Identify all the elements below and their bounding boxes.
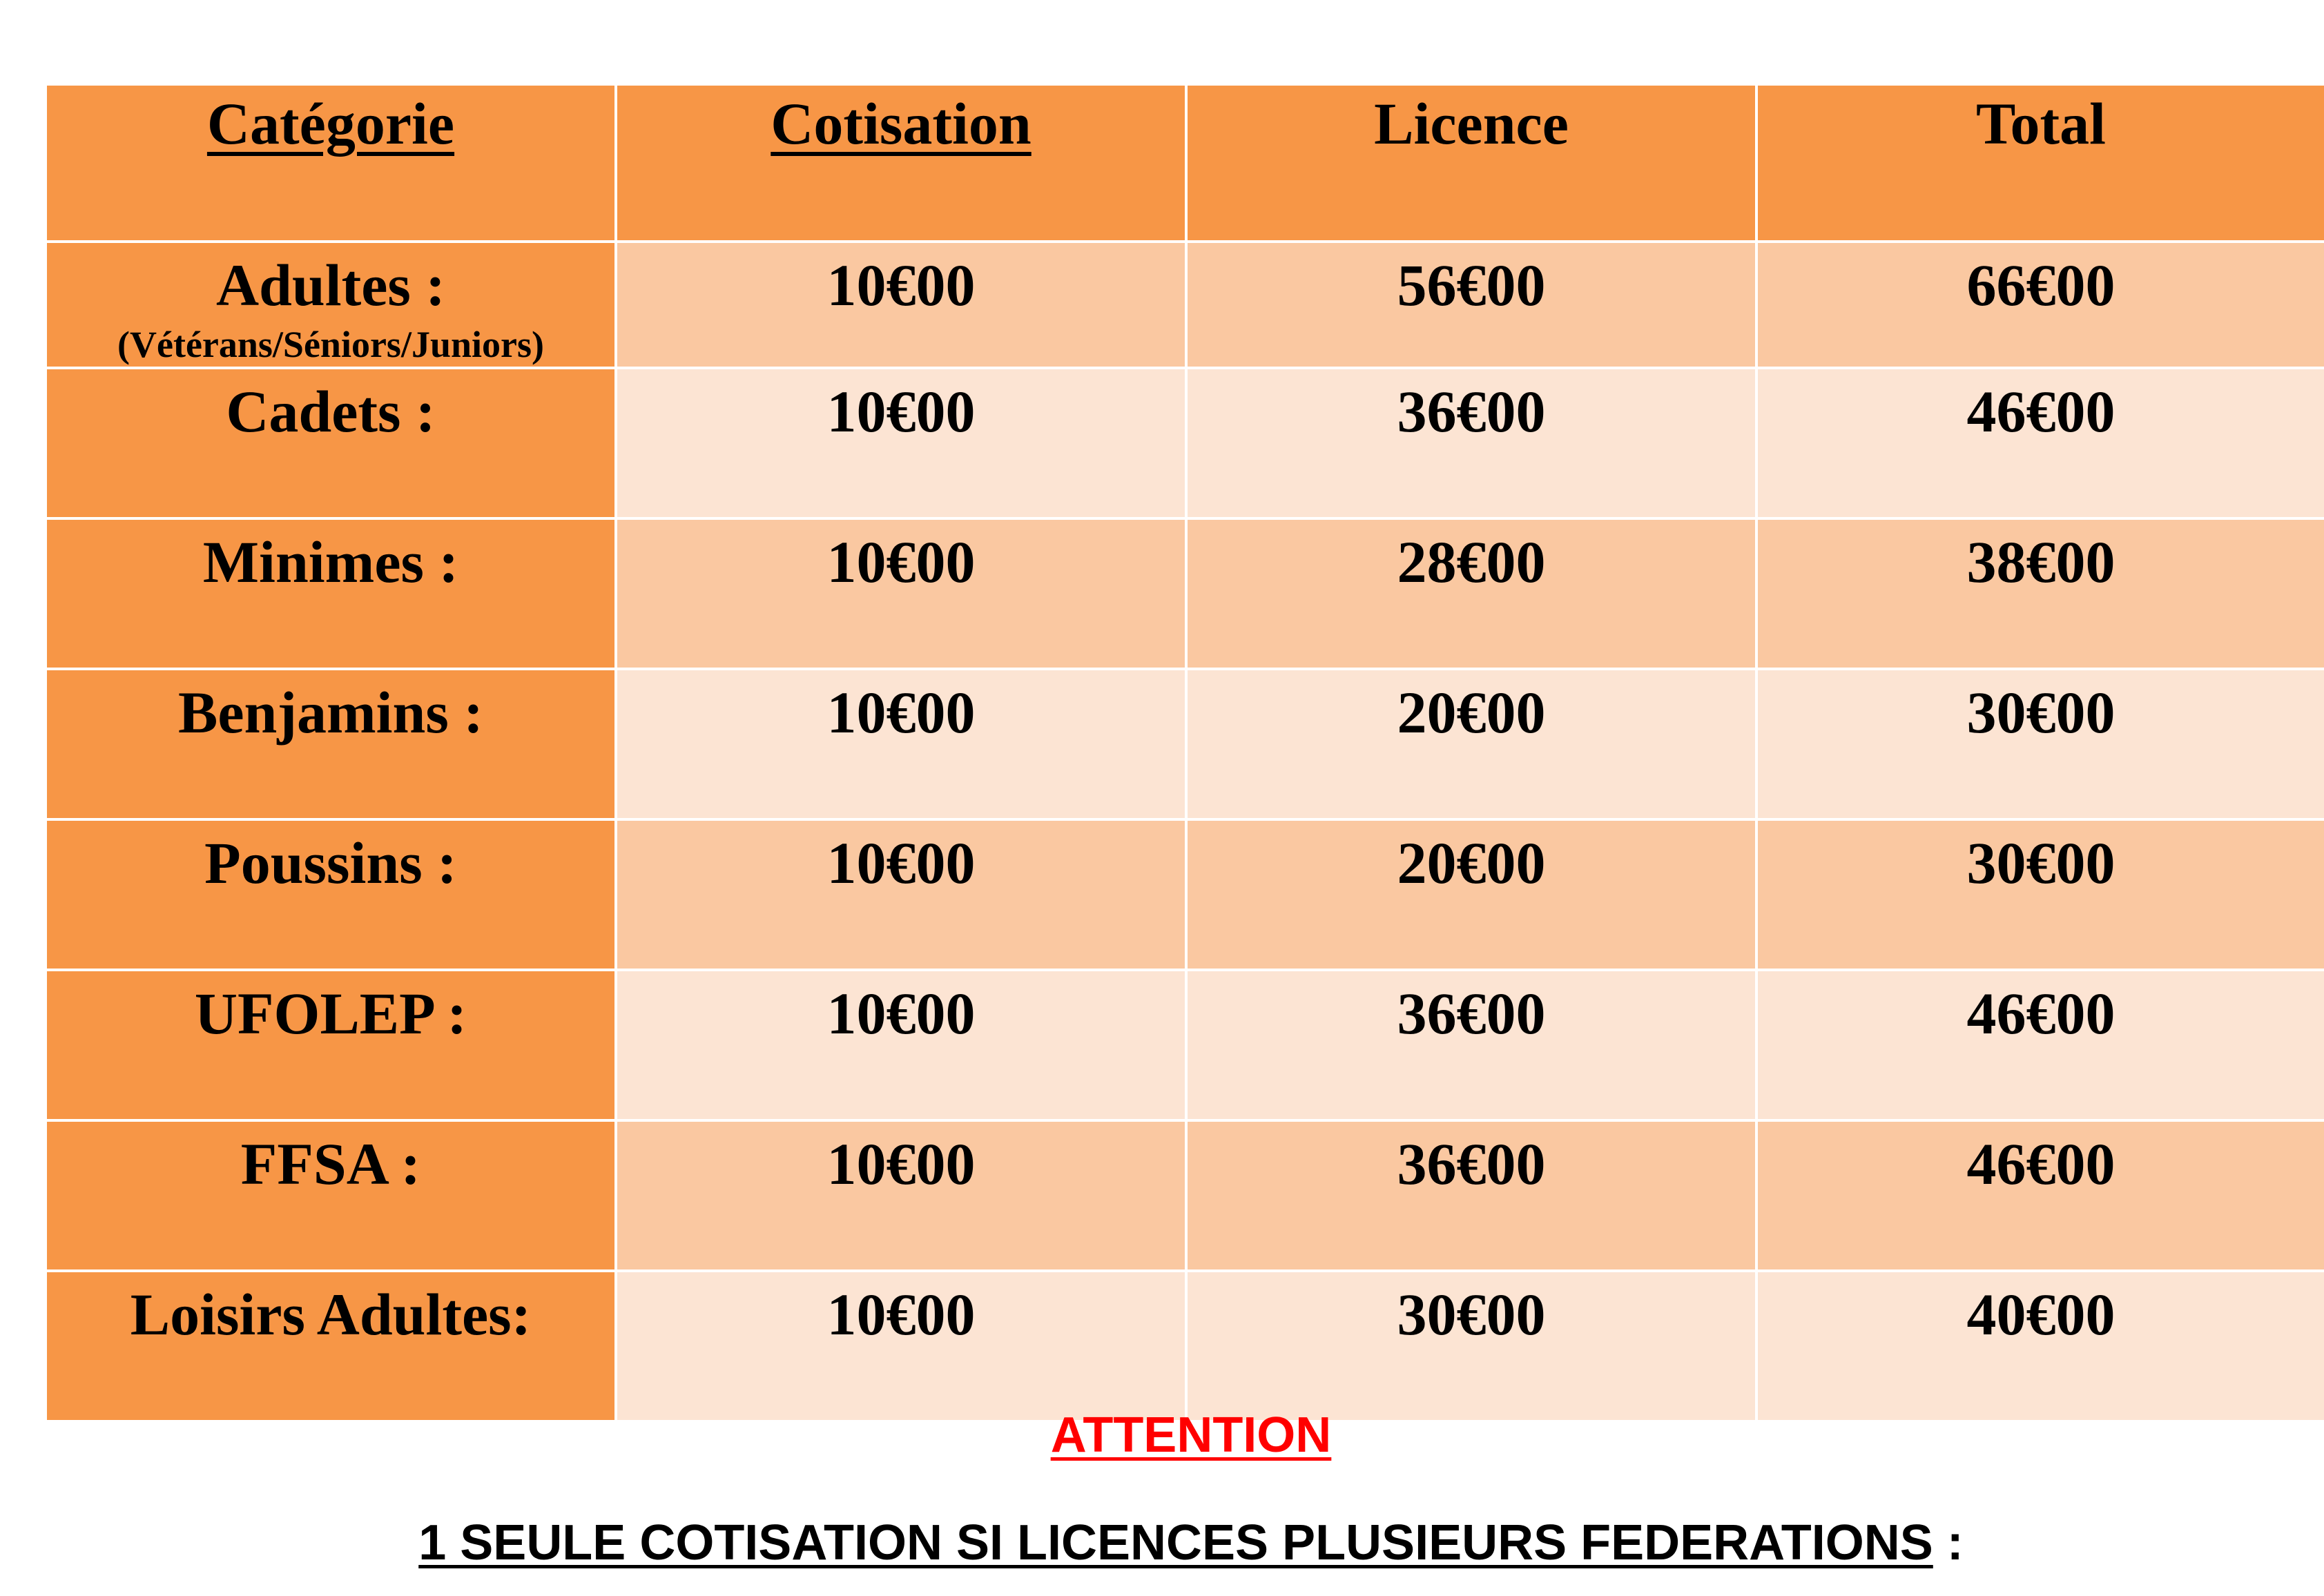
row-cotisation: 10€00: [616, 368, 1186, 518]
header-categorie: Catégorie: [46, 84, 616, 242]
row-cotisation: 10€00: [616, 518, 1186, 669]
row-licence: 36€00: [1186, 1120, 1756, 1271]
row-cotisation: 10€00: [616, 1271, 1186, 1421]
row-licence: 30€00: [1186, 1271, 1756, 1421]
row-categorie: Minimes :: [46, 518, 616, 669]
header-row: [46, 84, 2324, 242]
row-categorie: Poussins :: [46, 819, 616, 970]
note-main: 1 SEULE COTISATION SI LICENCES PLUSIEURS FEDERATIONS: [418, 1515, 1933, 1570]
header-total: Total: [1756, 84, 2324, 242]
row-licence: 36€00: [1186, 368, 1756, 518]
row-categorie: Cadets :: [46, 368, 616, 518]
table-row: [46, 368, 2324, 518]
row-total: 30€00: [1756, 669, 2324, 819]
attention-heading: ATTENTION: [1050, 1408, 1332, 1463]
row-categorie: Benjamins :: [46, 669, 616, 819]
tarif-table: [44, 83, 2324, 1423]
row-licence: 56€00: [1186, 242, 1756, 368]
row-cotisation: 10€00: [616, 1120, 1186, 1271]
row-licence: 20€00: [1186, 819, 1756, 970]
row-total: 46€00: [1756, 1120, 2324, 1271]
row-categorie: FFSA :: [46, 1120, 616, 1271]
note-suffix: :: [1933, 1515, 1964, 1570]
table-row: [46, 1120, 2324, 1271]
row-categorie: Loisirs Adultes:: [46, 1271, 616, 1421]
table-row: [46, 1271, 2324, 1421]
row-total: 40€00: [1756, 1271, 2324, 1421]
note-text: [0, 1515, 2324, 1571]
table-row: [46, 518, 2324, 669]
row-categorie: UFOLEP :: [46, 970, 616, 1120]
row-categorie-sub: (Vétérans/Séniors/Juniors): [117, 323, 544, 365]
row-total: 66€00: [1756, 242, 2324, 368]
row-cotisation: 10€00: [616, 669, 1186, 819]
header-licence: Licence: [1186, 84, 1756, 242]
row-cotisation: 10€00: [616, 819, 1186, 970]
row-total: 46€00: [1756, 970, 2324, 1120]
header-cotisation: Cotisation: [616, 84, 1186, 242]
row-categorie: Adultes : (Vétérans/Séniors/Juniors): [46, 242, 616, 368]
row-licence: 36€00: [1186, 970, 1756, 1120]
row-total: 38€00: [1756, 518, 2324, 669]
row-cotisation: 10€00: [616, 970, 1186, 1120]
row-licence: 28€00: [1186, 518, 1756, 669]
table-row: [46, 669, 2324, 819]
row-licence: 20€00: [1186, 669, 1756, 819]
table-row: [46, 242, 2324, 368]
row-cotisation: 10€00: [616, 242, 1186, 368]
row-total: 46€00: [1756, 368, 2324, 518]
table-row: [46, 970, 2324, 1120]
table-row: [46, 819, 2324, 970]
row-total: 30€00: [1756, 819, 2324, 970]
